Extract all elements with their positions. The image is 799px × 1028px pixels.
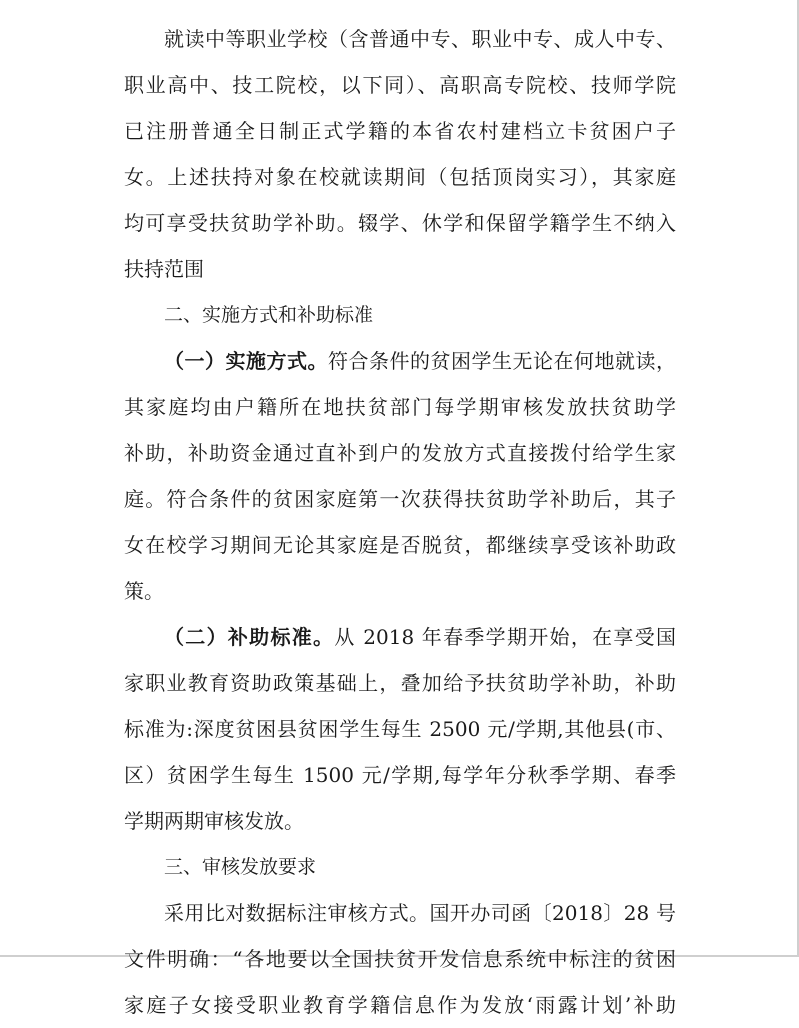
paragraph-line: 女。上述扶持对象在校就读期间（包括顶岗实习），其家庭: [124, 165, 676, 189]
paragraph-line: 补助，补助资金通过直补到户的发放方式直接拨付给学生家: [124, 441, 676, 465]
paragraph-line: 女在校学习期间无论其家庭是否脱贫，都继续享受该补助政: [124, 533, 676, 557]
paragraph-line: 家职业教育资助政策基础上，叠加给予扶贫助学补助，补助: [124, 671, 676, 695]
paragraph-line: 已注册普通全日制正式学籍的本省农村建档立卡贫困户子: [124, 119, 676, 143]
paragraph-line: 家庭子女接受职业教育学籍信息作为发放‘雨露计划’补助: [124, 993, 676, 1017]
paragraph-line: 区）贫困学生每生 1500 元/学期,每学年分秋季学期、春季: [124, 763, 676, 787]
subsection-1-text: 符合条件的贫困学生无论在何地就读，: [328, 349, 676, 373]
paragraph-line: 采用比对数据标注审核方式。国开办司函〔2018〕28 号: [164, 901, 676, 925]
paragraph-line: 其家庭均由户籍所在地扶贫部门每学期审核发放扶贫助学: [124, 395, 676, 419]
paragraph-line: 标准为:深度贫困县贫困学生每生 2500 元/学期,其他县(市、: [124, 717, 676, 741]
paragraph-line: 职业高中、技工院校，以下同）、高职高专院校、技师学院: [124, 73, 676, 97]
subsection-2-label: （二）补助标准。: [164, 625, 335, 649]
paragraph-line: 策。: [124, 579, 164, 603]
paragraph-line: 均可享受扶贫助学补助。辍学、休学和保留学籍学生不纳入: [124, 211, 676, 235]
paragraph-line: 扶持范围: [124, 257, 204, 281]
document-body: [124, 16, 676, 1028]
section-heading-3: 三、审核发放要求: [164, 856, 317, 878]
paragraph-line: 就读中等职业学校（含普通中专、职业中专、成人中专、: [164, 27, 676, 51]
section-heading-2: 二、实施方式和补助标准: [164, 304, 374, 326]
subsection-1-label: （一）实施方式。: [164, 349, 328, 373]
paragraph-line: 文件明确：“各地要以全国扶贫开发信息系统中标注的贫困: [124, 947, 676, 971]
subsection-2-first-line: [124, 614, 676, 660]
paragraph-line: 庭。符合条件的贫困家庭第一次获得扶贫助学补助后，其子: [124, 487, 676, 511]
subsection-2-text: 从 2018 年春季学期开始，在享受国: [334, 625, 676, 649]
subsection-1-first-line: [124, 338, 676, 384]
paragraph-line: 学期两期审核发放。: [124, 809, 304, 833]
